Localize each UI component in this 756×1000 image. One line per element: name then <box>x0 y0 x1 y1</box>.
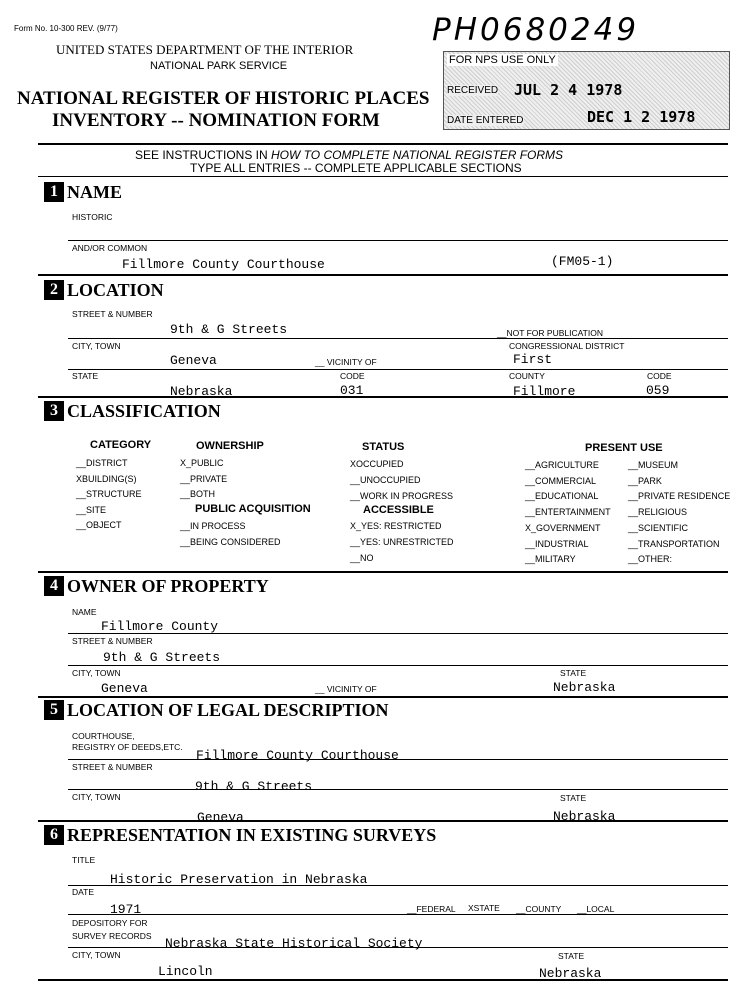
nps-use-label: FOR NPS USE ONLY <box>449 54 556 66</box>
instructions-text: SEE INSTRUCTIONS IN <box>135 148 272 162</box>
category-heading: CATEGORY <box>90 439 152 451</box>
legal-street-label: STREET & NUMBER <box>72 762 153 772</box>
section-number: 5 <box>44 700 64 720</box>
survey-title-label: TITLE <box>72 855 96 865</box>
depository-city-label: CITY, TOWN <box>72 950 121 960</box>
section-number: 3 <box>44 401 64 421</box>
public-acquisition-heading: PUBLIC ACQUISITION <box>195 503 311 515</box>
section-title: OWNER OF PROPERTY <box>67 576 269 596</box>
depository-state-label: STATE <box>558 951 585 961</box>
courthouse-label-line2: REGISTRY OF DEEDS,ETC. <box>72 742 183 752</box>
date-entered-stamp: DEC 1 2 1978 <box>587 108 696 126</box>
owner-city-value: Geneva <box>101 681 148 696</box>
legal-city-value: Geneva <box>197 810 244 825</box>
classification-option: X_PUBLIC <box>180 458 224 468</box>
state-value: Nebraska <box>170 384 233 399</box>
section-number: 4 <box>44 576 64 596</box>
department-name: UNITED STATES DEPARTMENT OF THE INTERIOR <box>56 42 354 57</box>
classification-option: __EDUCATIONAL <box>525 491 599 502</box>
instructions-reference: HOW TO COMPLETE NATIONAL REGISTER FORMS <box>271 148 564 162</box>
section-title: REPRESENTATION IN EXISTING SURVEYS <box>67 825 437 845</box>
classification-option: __PRIVATE RESIDENCE <box>628 491 731 502</box>
common-name-label: AND/OR COMMON <box>72 243 148 253</box>
courthouse-value: Fillmore County Courthouse <box>196 748 399 763</box>
depository-label-line1: DEPOSITORY FOR <box>72 918 148 928</box>
classification-option: X_YES: RESTRICTED <box>350 521 442 531</box>
owner-state-label: STATE <box>560 668 587 678</box>
section-number: 6 <box>44 825 64 845</box>
section-3-heading <box>44 401 221 422</box>
depository-value: Nebraska State Historical Society <box>165 936 423 951</box>
received-date-stamp: JUL 2 4 1978 <box>514 81 623 99</box>
classification-option: XOCCUPIED <box>350 459 404 469</box>
classification-option: __DISTRICT <box>76 458 128 468</box>
classification-option: __OTHER: <box>628 554 673 565</box>
present-use-heading: PRESENT USE <box>585 442 663 454</box>
handwritten-reference-id: PH0680249 <box>432 12 640 48</box>
classification-option: __COMMERCIAL <box>525 475 597 486</box>
ownership-heading: OWNERSHIP <box>196 440 264 452</box>
section-4-heading <box>44 576 269 597</box>
state-code-value: 031 <box>340 383 364 398</box>
historic-label: HISTORIC <box>72 212 113 222</box>
classification-option: __OBJECT <box>76 520 122 530</box>
depository-label-line2: SURVEY RECORDS <box>72 931 152 941</box>
classification-option: __UNOCCUPIED <box>350 475 421 485</box>
classification-option: __BOTH <box>180 489 216 499</box>
form-number: Form No. 10-300 REV. (9/77) <box>14 24 118 33</box>
owner-vicinity-option: __ VICINITY OF <box>315 684 377 694</box>
owner-street-label: STREET & NUMBER <box>72 636 153 646</box>
classification-option: __MUSEUM <box>628 460 679 470</box>
county-label: COUNTY <box>509 371 545 381</box>
classification-option: __RELIGIOUS <box>628 507 688 518</box>
form-title-line2: INVENTORY -- NOMINATION FORM <box>52 110 380 131</box>
accessible-heading: ACCESSIBLE <box>363 504 434 516</box>
section-title: NAME <box>67 182 122 202</box>
classification-option: __BEING CONSIDERED <box>180 537 281 547</box>
legal-state-label: STATE <box>560 793 587 803</box>
county-value: Fillmore <box>513 384 576 399</box>
state-label: STATE <box>72 371 99 381</box>
owner-name-value: Fillmore County <box>101 619 219 634</box>
classification-option: __TRANSPORTATION <box>628 538 720 549</box>
section-1-heading <box>44 182 122 203</box>
city-town-value: Geneva <box>170 353 217 368</box>
local-option: __LOCAL <box>577 904 615 914</box>
federal-option: __FEDERAL <box>407 904 456 914</box>
owner-state-value: Nebraska <box>553 680 616 695</box>
state-code-label: CODE <box>340 371 365 381</box>
survey-title-value: Historic Preservation in Nebraska <box>110 872 368 887</box>
classification-option: __AGRICULTURE <box>525 460 599 470</box>
county-code-label: CODE <box>647 371 672 381</box>
section-title: CLASSIFICATION <box>67 401 221 421</box>
depository-city-value: Lincoln <box>158 964 213 979</box>
congressional-district-label: CONGRESSIONAL DISTRICT <box>509 341 625 351</box>
classification-option: XBUILDING(S) <box>76 473 137 484</box>
service-name: NATIONAL PARK SERVICE <box>150 60 288 72</box>
classification-option: X_GOVERNMENT <box>525 522 601 533</box>
classification-option: __YES: UNRESTRICTED <box>350 537 454 547</box>
classification-option: __STRUCTURE <box>76 489 142 499</box>
classification-option: __WORK IN PROGRESS <box>350 491 454 501</box>
classification-option: __SCIENTIFIC <box>628 522 689 533</box>
site-code: (FM05-1) <box>551 254 614 269</box>
section-6-heading <box>44 825 436 846</box>
city-town-label: CITY, TOWN <box>72 341 121 351</box>
section-title: LOCATION OF LEGAL DESCRIPTION <box>67 700 389 720</box>
legal-street-value: 9th & G Streets <box>195 779 313 794</box>
section-number: 2 <box>44 280 64 300</box>
section-2-heading <box>44 280 164 301</box>
courthouse-label-line1: COURTHOUSE, <box>72 731 135 741</box>
classification-option: __SITE <box>76 504 107 515</box>
classification-option: __NO <box>350 553 374 563</box>
classification-option: __PRIVATE <box>180 473 228 484</box>
congressional-district-value: First <box>513 352 553 367</box>
form-title-line1: NATIONAL REGISTER OF HISTORIC PLACES <box>17 88 430 109</box>
street-number-value: 9th & G Streets <box>170 322 288 337</box>
owner-city-label: CITY, TOWN <box>72 668 121 678</box>
vicinity-option: __ VICINITY OF <box>315 357 377 367</box>
county-option: __COUNTY <box>516 904 562 914</box>
section-title: LOCATION <box>67 280 164 300</box>
county-code-value: 059 <box>646 383 670 398</box>
classification-option: __IN PROCESS <box>180 521 246 531</box>
nps-use-box <box>443 51 730 130</box>
depository-state-value: Nebraska <box>539 966 602 981</box>
survey-date-value: 1971 <box>110 902 142 917</box>
classification-option: __PARK <box>628 475 662 486</box>
status-heading: STATUS <box>362 441 405 453</box>
section-5-heading <box>44 700 389 721</box>
classification-option: __ENTERTAINMENT <box>525 507 611 518</box>
legal-state-value: Nebraska <box>553 809 616 824</box>
not-for-publication-option: __NOT FOR PUBLICATION <box>497 328 603 338</box>
instructions-line1 <box>135 148 563 162</box>
date-entered-label: DATE ENTERED <box>447 115 524 126</box>
owner-name-label: NAME <box>72 607 97 617</box>
section-number: 1 <box>44 182 64 202</box>
received-label: RECEIVED <box>447 85 499 96</box>
survey-date-label: DATE <box>72 887 95 897</box>
common-name-value: Fillmore County Courthouse <box>122 257 325 272</box>
owner-street-value: 9th & G Streets <box>103 650 221 665</box>
instructions-line2: TYPE ALL ENTRIES -- COMPLETE APPLICABLE SECTIONS <box>190 161 522 175</box>
classification-option: __MILITARY <box>525 554 576 565</box>
state-survey-option: XSTATE <box>468 903 500 913</box>
legal-city-label: CITY, TOWN <box>72 792 121 802</box>
classification-option: __INDUSTRIAL <box>525 538 589 549</box>
street-number-label: STREET & NUMBER <box>72 309 153 319</box>
